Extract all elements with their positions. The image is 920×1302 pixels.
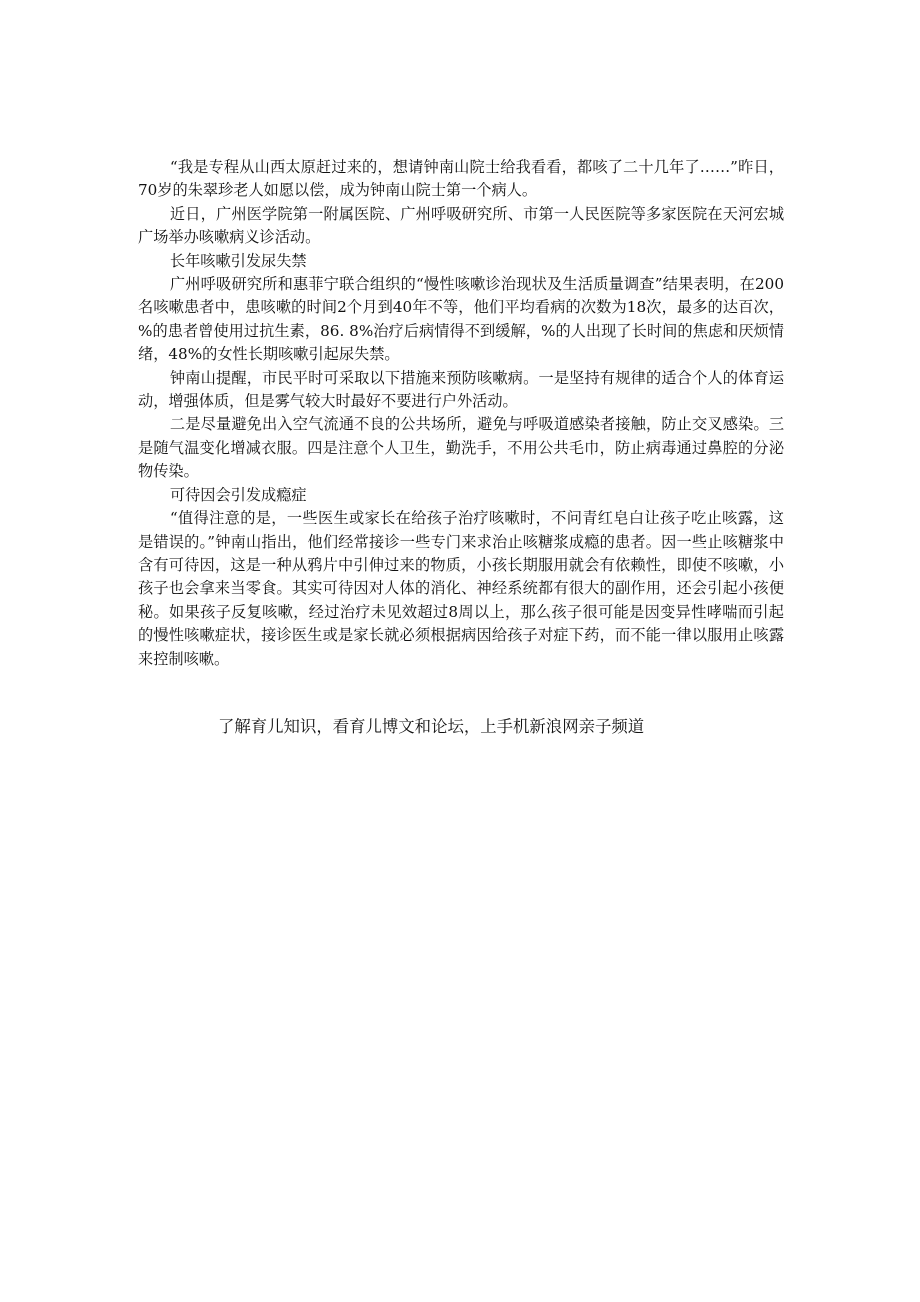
paragraph-prevention-2: 二是尽量避免出入空气流通不良的公共场所，避免与呼吸道感染者接触，防止交叉感染。三是随气温变化增减衣服。四是注意个人卫生，勤洗手，不用公共毛巾，防止病毒通过鼻腔的分泌物传染。 [138, 415, 784, 481]
section-heading-incontinence: 长年咳嗽引发尿失禁 [169, 251, 307, 270]
paragraph-codeine: “值得注意的是，一些医生或家长在给孩子治疗咳嗽时，不问青红皂白让孩子吃止咳露，这是错误的。”钟南山指出，他们经常接诊一些专门来求治止咳糖浆成瘾的患者。因一些止咳糖浆中含有可待因，这是一种从鸦片中引伸过来的物质，小孩长期服用就会有依赖性，即使不咳嗽，小孩子也会拿来当零食。其实可待因对人体的消化、神经系统都有很大的副作用，还会引起小孩便秘。如果孩子反复咳嗽，经过治疗未见效超过8周以上，那么孩子很可能是因变异性哮喘而引起的慢性咳嗽症状，接诊医生或是家长就必须根据病因给孩子对症下药，而不能一律以服用止咳露来控制咳嗽。 [138, 509, 784, 668]
paragraph-intro-quote: “我是专程从山西太原赶过来的，想请钟南山院士给我看看，都咳了二十几年了……”昨日，70岁的朱翠珍老人如愿以偿，成为钟南山院士第一个病人。 [138, 158, 784, 200]
footer-promo-text: 了解育儿知识，看育儿博文和论坛，上手机新浪网亲子频道 [218, 717, 645, 736]
paragraph-event: 近日，广州医学院第一附属医院、广州呼吸研究所、市第一人民医院等多家医院在天河宏城广场举办咳嗽病义诊活动。 [138, 204, 784, 247]
paragraph-survey: 广州呼吸研究所和惠菲宁联合组织的“慢性咳嗽诊治现状及生活质量调查”结果表明，在200名咳嗽患者中，患咳嗽的时间2个月到40年不等，他们平均看病的次数为18次，最多的达百次，%的患者曾使用过抗生素，86. 8%治疗后病情得不到缓解，%的人出现了长时间的焦虑和厌烦情绪，48%的女性长期咳嗽引起尿失禁。 [138, 275, 784, 364]
section-heading-codeine: 可待因会引发成瘾症 [169, 485, 307, 504]
article-body [138, 156, 784, 671]
paragraph-prevention-1: 钟南山提醒，市民平时可采取以下措施来预防咳嗽病。一是坚持有规律的适合个人的体育运动，增强体质，但是雾气较大时最好不要进行户外活动。 [138, 368, 784, 411]
